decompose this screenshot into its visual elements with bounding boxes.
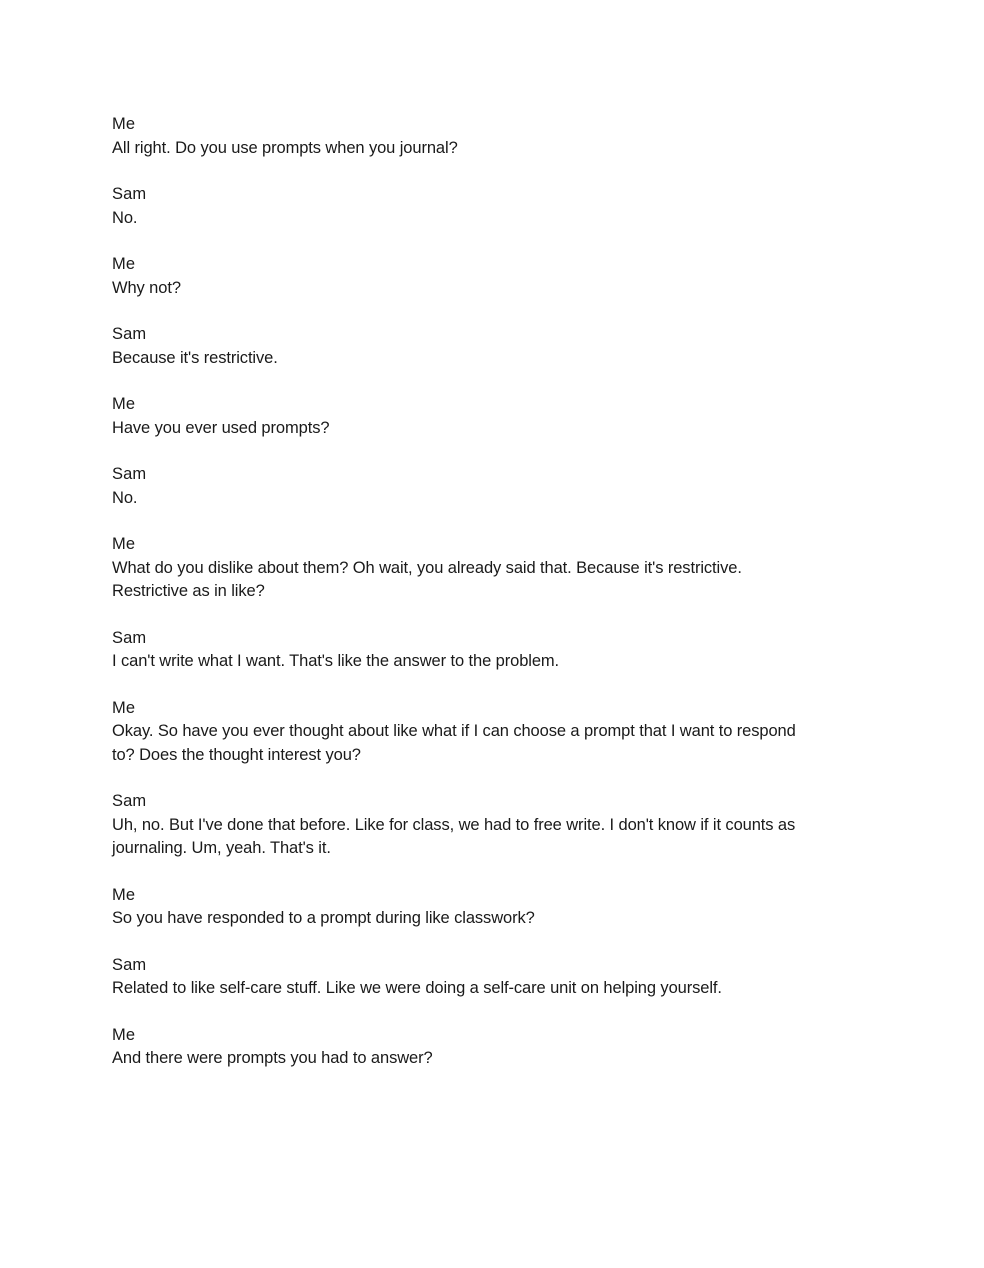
utterance-text: Uh, no. But I've done that before. Like for class, we had to free write. I don't know if it counts as journaling. Um, yeah. That's it. (112, 815, 796, 857)
utterance-text: No. (112, 488, 138, 507)
utterance-text: No. (112, 208, 138, 227)
speaker-name: Me (112, 885, 136, 904)
utterance-text: Have you ever used prompts? (112, 418, 330, 437)
dialogue-turn (112, 627, 872, 674)
dialogue-turn (112, 954, 872, 1001)
dialogue-turn (112, 253, 872, 300)
dialogue-turn (112, 533, 872, 604)
speaker-name: Me (112, 395, 136, 413)
utterance-text: So you have responded to a prompt during like classwork? (112, 909, 535, 927)
utterance-text: Related to like self-care stuff. Like we were doing a self-care unit on helping yourself. (112, 979, 722, 997)
speaker-name: Me (112, 698, 136, 717)
dialogue-turn (112, 697, 872, 768)
utterance-text: Why not? (112, 278, 181, 297)
speaker-name: Me (112, 115, 136, 133)
utterance-text: Because it's restrictive. (112, 348, 278, 367)
speaker-name: Me (112, 535, 136, 553)
dialogue-turn (112, 884, 872, 931)
speaker-name: Sam (112, 955, 147, 974)
speaker-name: Me (112, 255, 136, 273)
speaker-name: Sam (112, 465, 147, 483)
transcript-page (112, 113, 872, 1094)
utterance-text: All right. Do you use prompts when you journal? (112, 138, 458, 157)
dialogue-turn (112, 183, 872, 230)
dialogue-turn (112, 1024, 872, 1071)
dialogue-turn (112, 393, 872, 440)
utterance-text: What do you dislike about them? Oh wait, you already said that. Because it's restrictive. Restrictive as in like? (112, 558, 742, 600)
speaker-name: Me (112, 1025, 136, 1044)
speaker-name: Sam (112, 628, 147, 647)
utterance-text: Okay. So have you ever thought about like what if I can choose a prompt that I want to respond to? Does the thought interest you? (112, 722, 796, 764)
speaker-name: Sam (112, 325, 147, 343)
dialogue-turn (112, 790, 872, 861)
dialogue-turn (112, 113, 872, 160)
dialogue-turn (112, 463, 872, 510)
dialogue-turn (112, 323, 872, 370)
speaker-name: Sam (112, 185, 147, 203)
utterance-text: And there were prompts you had to answer? (112, 1049, 433, 1067)
utterance-text: I can't write what I want. That's like the answer to the problem. (112, 652, 560, 670)
speaker-name: Sam (112, 792, 147, 810)
